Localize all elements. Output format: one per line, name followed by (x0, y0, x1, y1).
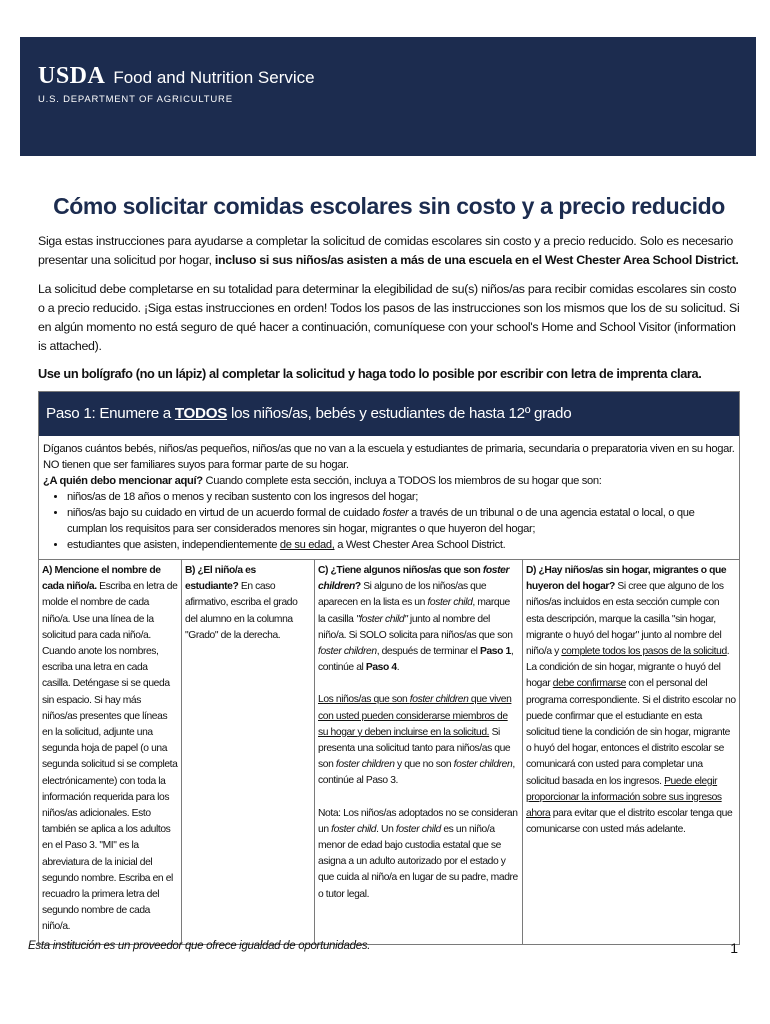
column-c-text: , marque la casilla (318, 597, 510, 625)
foster-children-term: foster children (318, 646, 377, 658)
column-c-text: Si alguno de los niños/as que aparecen en la lista es un (318, 581, 487, 609)
column-a-body: Escriba en letra de molde el nombre de cada niño/a. Use una línea de la solicitud para cada niño/a. Cuando anote los nombres, escriba una letra en cada casilla. Deténgase si se queda sin espacio. Si hay más niños/as presentes que líneas en la solicitud, adjunte una segunda hoja de papel (o una segunda solicitud si se completa electrónicamente) con toda la información requerida para los niños/as adicionales. Esto también se aplica a los adultos en el Paso 3. "MI" es la abreviatura de la inicial del segundo nombre. Escriba en el recuadro la primera letra del segundo nombre de cada niño/a. (42, 581, 178, 933)
service-name: Food and Nutrition Service (113, 68, 315, 87)
foster-children-term: foster children (409, 694, 469, 706)
column-a (39, 560, 182, 944)
pen-instruction: Use un bolígrafo (no un lápiz) al completar la solicitud y haga todo lo posible por escribir con letra de imprenta clara. (38, 366, 702, 381)
column-c-text: y que no son (394, 759, 454, 771)
list-item (67, 537, 735, 553)
intro-paragraph-1 (38, 232, 740, 270)
column-c-text: es un niño/a menor de edad bajo custodia estatal que se asigna a un adulto autorizado por el estado y que cuida al niño/a en lugar de su padre, madre o tutor legal. (318, 823, 518, 900)
column-c-text: , después de terminar el (376, 646, 481, 658)
column-d-underlined: complete todos los pasos de la solicitud (561, 646, 727, 658)
step-1-intro: Díganos cuántos bebés, niños/as pequeños, niños/as que no van a la escuela y estudiantes de primaria, secundaria o preparatoria viven en su hogar. NO tienen que ser familiares suyos para formar parte de su hogar. (43, 443, 735, 471)
bullet-3-a: a (334, 539, 346, 551)
column-c-title-q: ? (354, 581, 361, 593)
intro-1-text: Siga estas instrucciones para ayudarse a completar la solicitud de comidas escolares sin costo y a precio reducido. Solo es necesario presentar una solicitud por hogar, (38, 234, 733, 267)
page-title: Cómo solicitar comidas escolares sin costo y a precio reducido (53, 193, 725, 219)
page-number: 1 (730, 940, 738, 956)
intro-1-bold: incluso si sus niños/as asisten a más de una escuela en el West Chester Area School District. (214, 253, 739, 267)
step-1-question: ¿A quién debo mencionar aquí? (43, 475, 203, 487)
column-c-text: , continúe al (318, 646, 514, 674)
page-footer (28, 940, 738, 956)
step-1-suffix: los niños/as, bebés y estudiantes de hasta 12º grado (227, 405, 572, 422)
bullet-2-text: niños/as bajo su cuidado en virtud de un acuerdo formal de cuidado (67, 507, 383, 519)
household-members-list (43, 489, 735, 553)
foster-child-term: foster child (427, 597, 473, 609)
column-d-title: D) ¿Hay niños/as sin hogar, migrantes o que huyeron del hogar? (526, 565, 727, 593)
column-c-text: . Un (376, 823, 396, 835)
column-c-text: Nota: Los niños/as adoptados no se consideran un (318, 807, 518, 835)
column-c-text: , continúe al Paso 3. (318, 759, 515, 787)
usda-logo-text: USDA (38, 63, 106, 89)
foster-child-checkbox-label: "foster child" (355, 613, 408, 625)
step-1-question-rest: Cuando complete esta sección, incluya a TODOS los miembros de su hogar que son: (202, 475, 602, 487)
step-1-ref: Paso 1 (480, 646, 511, 658)
foster-child-term: foster child (395, 823, 441, 835)
intro-paragraph-2 (38, 280, 740, 356)
step-1-question-line (43, 473, 735, 489)
usda-fns-logo (38, 63, 315, 105)
column-b-body: En caso afirmativo, escriba el grado del alumno en la columna "Grado" de la derecha. (185, 581, 298, 641)
column-b (182, 560, 315, 944)
column-d-text: para evitar que el distrito escolar tenga que comunicarse con usted más adelante. (526, 808, 733, 836)
column-c (315, 560, 523, 944)
step-1-box (38, 391, 740, 945)
foster-child-term: foster child (331, 823, 377, 835)
step-1-todos: TODOS (174, 405, 228, 422)
column-a-title: A) Mencione el nombre de cada niño/a. (42, 565, 161, 593)
column-d (523, 560, 739, 944)
agency-header-banner (20, 37, 756, 156)
bullet-3-age: de su edad, (279, 539, 335, 551)
column-c-title-foster: foster children (318, 565, 510, 593)
column-d-text: . La condición de sin hogar, migrante o huyó del hogar (526, 646, 730, 690)
list-item (67, 505, 735, 537)
column-c-text: Si presenta una solicitud tanto para niños/as que son (318, 726, 511, 771)
department-name: U.S. DEPARTMENT OF AGRICULTURE (38, 94, 233, 105)
column-c-title-a: C) ¿Tiene algunos niños/as que son (318, 565, 483, 576)
step-4-ref: Paso 4 (365, 662, 397, 674)
list-item: • niños/as de 18 años o menos y reciban sustento con los ingresos del hogar; (67, 489, 735, 505)
column-d-underlined: Puede elegir proporcionar la información sobre sus ingresos ahora (526, 775, 722, 820)
column-c-text: . (396, 662, 400, 674)
bullet-3-text: estudiantes que asisten, independientemente (67, 539, 280, 551)
foster-children-term: foster children (335, 759, 395, 771)
intro-2-contact: your school's Home and School Visitor (information is attached). (38, 320, 736, 353)
equal-opportunity-statement: Esta institución es un proveedor que ofrece igualdad de oportunidades. (28, 940, 371, 952)
column-d-text: con el personal del programa correspondiente. Si el distrito escolar no puede confirmar que el estudiante en esta solicitud tiene la condición de sin hogar, migrante o huyó del hogar, entonces el distrito escolar se comunicará con usted para completar una solicitud basada en los ingresos. (526, 678, 736, 787)
bullet-3-district: West Chester Area School District. (345, 539, 506, 551)
column-c-underlined: que viven con usted pueden considerarse miembros de su hogar y deben incluirse en la solicitud. (318, 694, 512, 738)
column-c-para-1 (318, 563, 519, 676)
column-d-text: Si cree que alguno de los niños/as incluidos en esta sección cumple con esta descripción, marque la casilla "sin hogar, migrante o huyó del hogar" junto al nombre del niño/a y (526, 581, 724, 658)
step-1-body (39, 436, 739, 557)
foster-children-term: foster children (453, 759, 513, 771)
bullet-2-rest: a través de un tribunal o de una agencia estatal o local, o que cumplan los requisitos para ser considerados menores sin hogar, migrantes o que huyeron del hogar; (67, 507, 695, 535)
main-content (38, 193, 740, 945)
column-c-underlined: Los niños/as que son (318, 694, 410, 706)
column-c-text: junto al nombre del niño/a. Si SOLO solicita para niños/as que son (318, 613, 513, 641)
step-1-heading (39, 392, 739, 436)
column-c-note (318, 806, 519, 903)
column-b-title: B) ¿El niño/a es estudiante? (185, 565, 256, 593)
column-c-para-2 (318, 692, 519, 789)
intro-2-text: La solicitud debe completarse en su totalidad para determinar la elegibilidad de su(s) niños/as para recibir comidas escolares sin costo o a precio reducido. ¡Siga estas instrucciones en orden! Todos los pasos de las instrucciones son los mismos que los de su solicitud. Si en algún momento no está seguro de qué hacer a continuación, comuníquese con (38, 282, 740, 334)
bullet-2-foster: foster (382, 507, 409, 519)
step-1-columns (39, 559, 739, 944)
step-1-prefix: Paso 1: Enumere a (46, 405, 175, 422)
column-d-underlined: debe confirmarse (552, 678, 626, 690)
